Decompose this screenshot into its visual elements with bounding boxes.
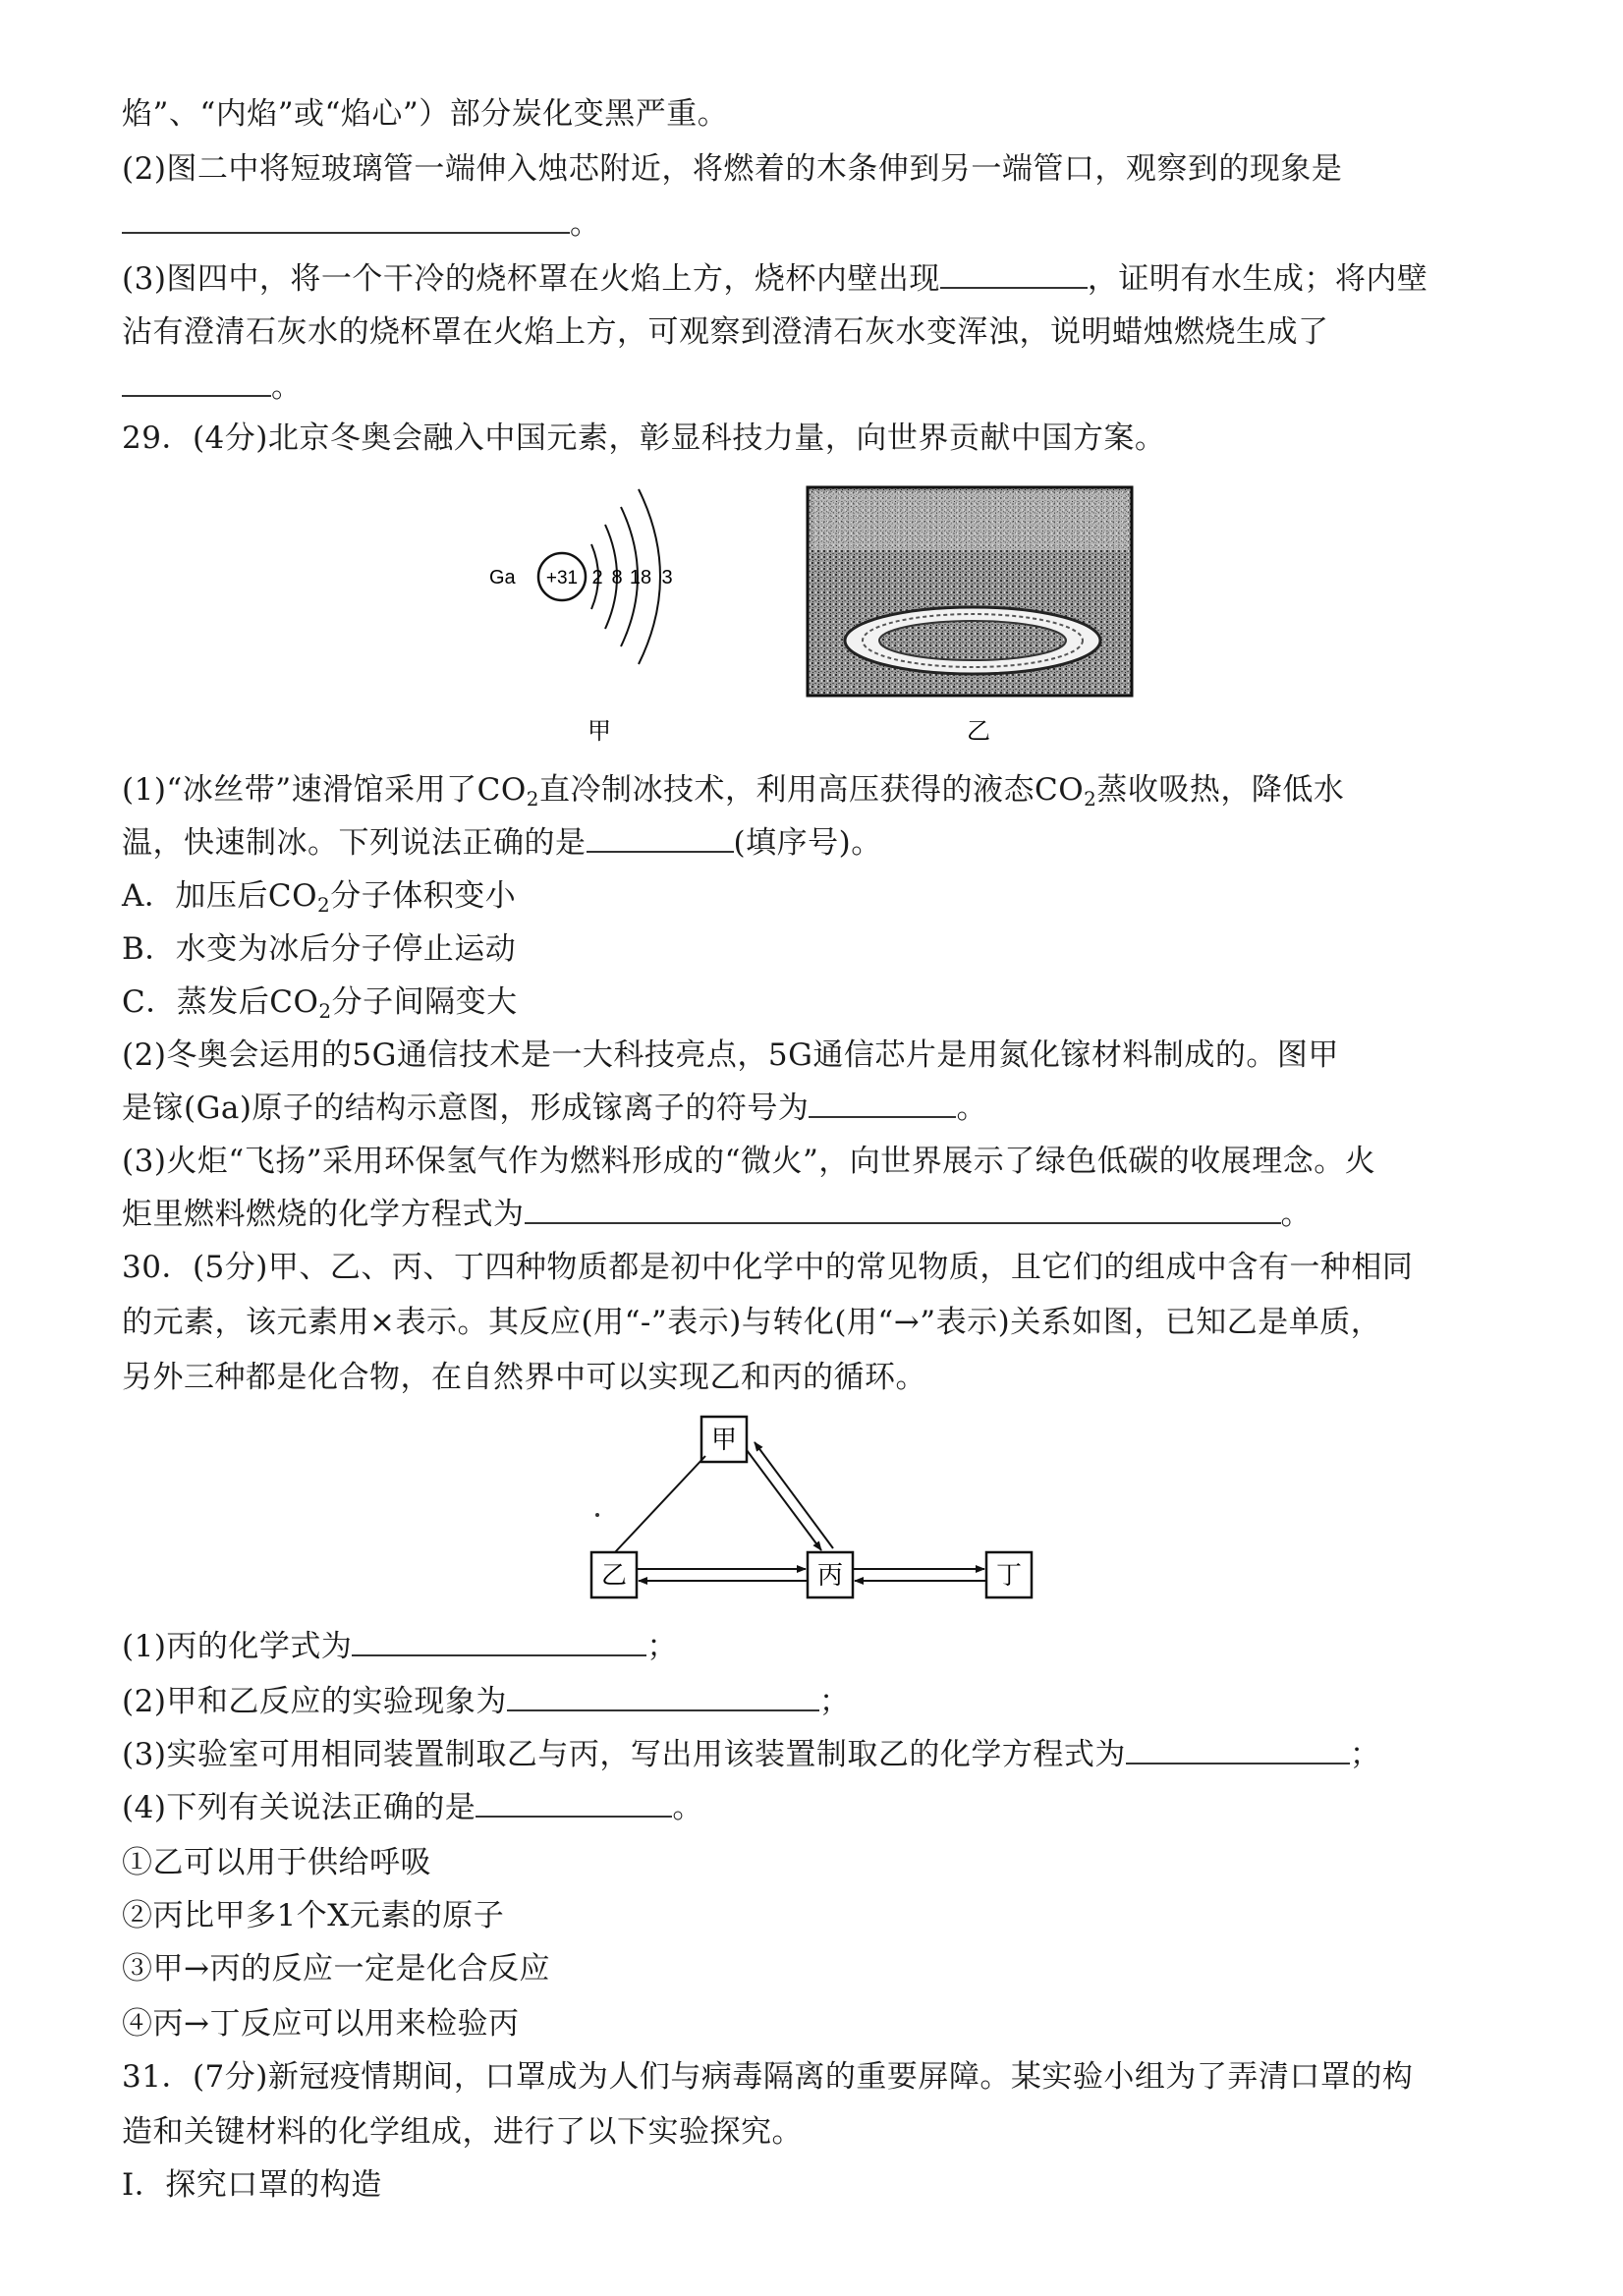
q29-heading: 29．(4分)北京冬奥会融入中国元素，彰显科技力量，向世界贡献中国方案。 xyxy=(122,420,1166,456)
option-b: B．水变为冰后分子停止运动 xyxy=(122,931,517,967)
answer-blank[interactable] xyxy=(122,369,271,397)
q28-3b: 沾有澄清石灰水的烧杯罩在火焰上方，可观察到澄清石灰水变浑浊，说明蜡烛燃烧生成了 xyxy=(122,314,1329,350)
answer-blank[interactable] xyxy=(507,1684,819,1711)
statement-1: ①乙可以用于供给呼吸 xyxy=(122,1845,431,1880)
stray-dot xyxy=(595,1513,599,1517)
q29-3b: 炬里燃料燃烧的化学方程式为 。 xyxy=(122,1197,1312,1232)
node-ding-label: 丁 xyxy=(995,1561,1023,1591)
answer-blank[interactable] xyxy=(1126,1737,1350,1764)
shell-count-1: 2 xyxy=(591,567,603,588)
figure-caption-jia: 甲 xyxy=(588,717,611,745)
q28-3c: 。 xyxy=(122,367,1525,407)
q29-2a: (2)冬奥会运用的5G通信技术是一大科技亮点，5G通信芯片是用氮化镓材料制成的。图甲 xyxy=(122,1037,1339,1073)
q31-b: 造和关键材料的化学组成，进行了以下实验探究。 xyxy=(122,2114,803,2150)
edge-jia-yi xyxy=(615,1456,705,1552)
q29-1b: 温，快速制冰。下列说法正确的是 (填序号)。 xyxy=(122,825,882,861)
q30-c: 另外三种都是化合物，在自然界中可以实现乙和丙的循环。 xyxy=(122,1360,926,1395)
answer-blank[interactable] xyxy=(587,825,734,853)
q30-1: (1)丙的化学式为 ； xyxy=(122,1629,678,1664)
answer-blank[interactable] xyxy=(525,1197,1281,1224)
q28-2: (2)图二中将短玻璃管一端伸入烛芯附近，将燃着的木条伸到另一端管口，观察到的现象是 xyxy=(122,151,1343,187)
answer-blank[interactable] xyxy=(476,1790,672,1818)
q31-a: 31．(7分)新冠疫情期间，口罩成为人们与病毒隔离的重要屏障。某实验小组为了弄清口罩的构 xyxy=(122,2059,1414,2095)
q30-b: 的元素，该元素用×表示。其反应(用“-”表示)与转化(用“→”表示)关系如图，已知乙是单质， xyxy=(122,1305,1382,1340)
node-jia-label: 甲 xyxy=(710,1426,738,1455)
photo-sky xyxy=(812,491,1128,550)
nucleus-charge: +31 xyxy=(545,568,579,588)
atom-symbol: Ga xyxy=(489,567,516,588)
shell-count-2: 8 xyxy=(611,567,623,588)
shell-count-4: 3 xyxy=(661,567,673,588)
ice-rink-center xyxy=(879,621,1066,660)
q30-4: (4)下列有关说法正确的是 。 xyxy=(122,1790,703,1825)
answer-blank[interactable] xyxy=(352,1629,646,1656)
q28-2-answer-line: 。 xyxy=(122,204,1525,244)
q28-tail: 焰”、“内焰”或“焰心”）部分炭化变黑严重。 xyxy=(122,96,729,132)
statement-4: ④丙→丁反应可以用来检验丙 xyxy=(122,2006,520,2042)
option-a: A．加压后$CO_2$分子体积变小 xyxy=(122,878,517,917)
q29-3a: (3)火炬“飞扬”采用环保氢气作为燃料形成的“微火”，向世界展示了绿色低碳的收展理念。火 xyxy=(122,1144,1376,1179)
ga-atom-diagram xyxy=(481,468,717,753)
q28-3a: (3)图四中，将一个干冷的烧杯罩在火焰上方，烧杯内壁出现 ，证明有水生成；将内壁 xyxy=(122,261,1428,297)
ice-venue-photo xyxy=(806,485,1149,751)
edge-bing-to-jia xyxy=(755,1442,833,1548)
answer-blank[interactable] xyxy=(940,261,1088,289)
q31-section-1: Ⅰ．探究口罩的构造 xyxy=(122,2167,382,2203)
answer-blank[interactable] xyxy=(122,206,570,234)
node-bing-label: 丙 xyxy=(816,1561,844,1591)
relationship-diagram xyxy=(586,1411,1057,1607)
figure-caption-yi: 乙 xyxy=(967,717,990,745)
q30-2: (2)甲和乙反应的实验现象为 ； xyxy=(122,1684,851,1719)
edge-jia-to-bing xyxy=(747,1450,821,1550)
q29-2b: 是镓(Ga)原子的结构示意图，形成镓离子的符号为 。 xyxy=(122,1091,987,1126)
node-yi-label: 乙 xyxy=(600,1561,628,1591)
option-c: C．蒸发后$CO_2$分子间隔变大 xyxy=(122,984,518,1023)
answer-blank[interactable] xyxy=(809,1091,956,1118)
statement-2: ②丙比甲多1个X元素的原子 xyxy=(122,1898,505,1933)
q30-a: 30．(5分)甲、乙、丙、丁四种物质都是初中化学中的常见物质，且它们的组成中含有一种相同 xyxy=(122,1250,1414,1285)
q29-1a: (1)“冰丝带”速滑馆采用了$CO_2$直冷制冰技术，利用高压获得的液态$CO_2$蒸收吸热，降低水 xyxy=(122,772,1345,811)
statement-3: ③甲→丙的反应一定是化合反应 xyxy=(122,1951,550,1987)
shell-count-3: 18 xyxy=(629,567,652,588)
q30-3: (3)实验室可用相同装置制取乙与丙，写出用该装置制取乙的化学方程式为 ； xyxy=(122,1737,1381,1772)
